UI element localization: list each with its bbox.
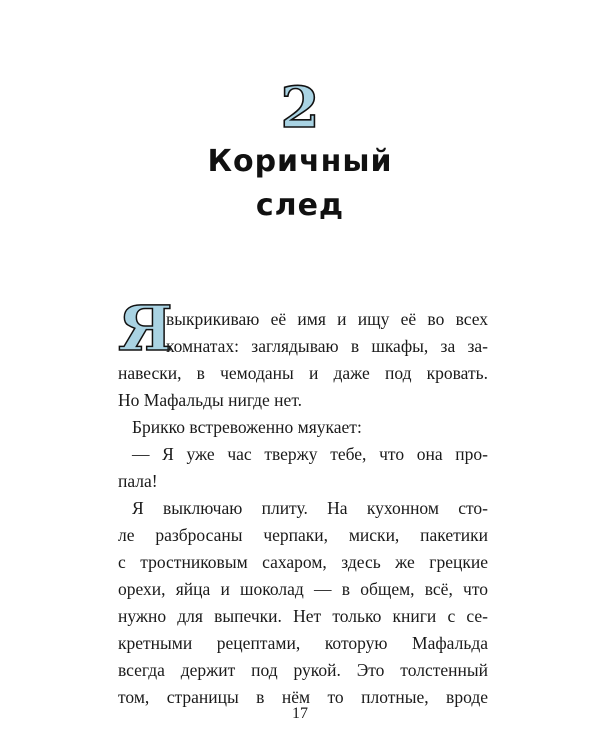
chapter-number: 2: [280, 75, 320, 141]
text-line: ле разбросаны черпаки, миски, пакетики: [118, 525, 488, 545]
chapter-title-line-1: Коричный: [207, 144, 393, 179]
page-number: 17: [292, 705, 308, 722]
text-line: всегда держит под рукой. Это толстенный: [118, 660, 488, 680]
text-line: кретными рецептами, которую Мафальда: [118, 633, 488, 653]
text-line: выкрикиваю её имя и ищу её во всех: [166, 309, 488, 329]
body-text: [118, 306, 488, 711]
text-line: Брикко встревоженно мяукает:: [132, 417, 362, 437]
chapter-title-line-2: след: [255, 188, 345, 223]
text-line: Я выключаю плиту. На кухонном сто-: [132, 498, 488, 518]
text-line: пала!: [118, 471, 158, 491]
text-line: с тростниковым сахаром, здесь же грецкие: [118, 552, 488, 572]
text-line: том, страницы в нём то плотные, вроде: [118, 687, 488, 707]
text-line: нужно для выпечки. Нет только книги с се-: [118, 606, 488, 626]
drop-cap: Я: [118, 292, 173, 365]
chapter-title: [0, 140, 600, 228]
text-line: орехи, яйца и шоколад — в общем, всё, что: [118, 579, 488, 599]
text-line: навески, в чемоданы и даже под кровать.: [118, 363, 488, 383]
text-line: — Я уже час твержу тебе, что она про-: [132, 444, 488, 464]
text-line: комнатах: заглядываю в шкафы, за за-: [166, 336, 488, 356]
text-line: Но Мафальды нигде нет.: [118, 390, 303, 410]
